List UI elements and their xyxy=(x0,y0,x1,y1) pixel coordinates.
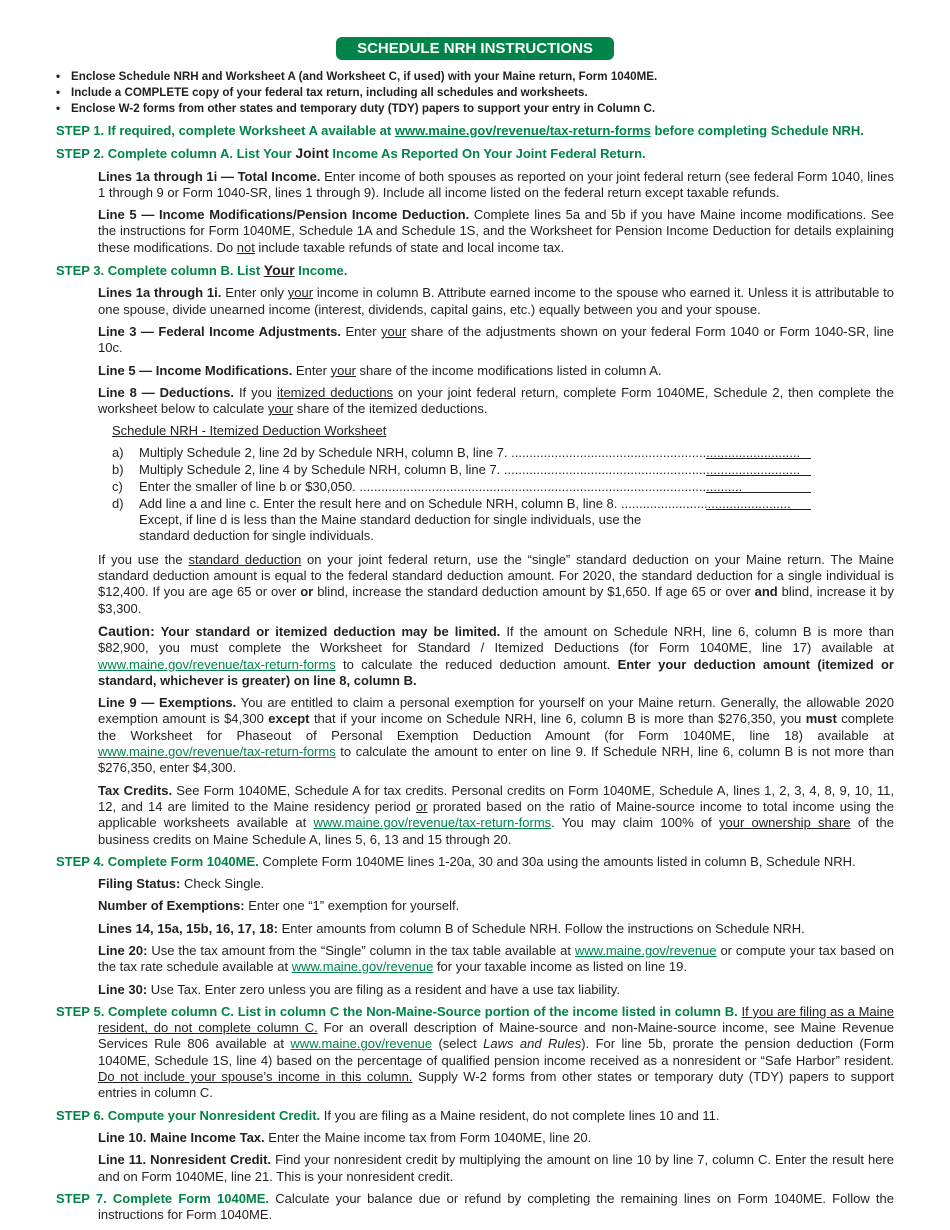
number-of-exemptions: Number of Exemptions: Enter one “1” exemption for yourself. xyxy=(98,898,460,914)
step3-lines-1a-1i: Lines 1a through 1i. Enter only your income in column B. Attribute earned income to the spouse who earned it. Unless it is attributable to one spouse, divide unearned income (interest, dividends, capital gains, etc.) equally between you and your spouse. xyxy=(98,285,895,317)
bullet-item: • Enclose W-2 forms from other states and temporary duty (TDY) papers to support your entry in Column C. xyxy=(56,101,894,117)
line-9-exemptions: Line 9 — Exemptions. You are entitled to claim a personal exemption for yourself on your Maine return. Generally, the allowable 2020 exemption amount is $4,300 except that if your income on Schedule NRH, line 6, column B is more than $276,350, you must complete the Worksheet for Phaseout of Personal Exemption Deduction Amount (for Form 1040ME, line 18) available at www.maine.gov/revenue/tax-return-forms to calculate the amount to enter on line 9. If Schedule NRH, line 6, column B is not more than $276,350, enter $4,300. xyxy=(98,695,894,776)
revenue-link[interactable]: www.maine.gov/revenue xyxy=(574,942,717,958)
line-10-maine-income-tax: Line 10. Maine Income Tax. Enter the Maine income tax from Form 1040ME, line 20. xyxy=(98,1129,592,1145)
worksheet-note: Except, if line d is less than the Maine standard deduction for single individuals, use the standard deduction for single individuals. xyxy=(139,511,642,543)
revenue-link[interactable]: www.maine.gov/revenue xyxy=(291,959,434,975)
line-11-nonresident-credit: Line 11. Nonresident Credit. Find your nonresident credit by multiplying the amount on line 10 by line 7, column C. Enter the result here and on Form 1040ME, line 21. This is your nonresident credit. xyxy=(98,1152,894,1184)
lines-14-18: Lines 14, 15a, 15b, 16, 17, 18: Enter amounts from column B of Schedule NRH. Follow the instructions on Schedule NRH. xyxy=(98,920,805,936)
itemized-deduction-worksheet xyxy=(112,423,894,543)
worksheet-title: Schedule NRH - Itemized Deduction Worksheet xyxy=(112,423,387,439)
step-6-heading: STEP 6. Compute your Nonresident Credit. If you are filing as a Maine resident, do not complete lines 10 and 11. xyxy=(56,1107,720,1123)
worksheet-entry-line-a[interactable] xyxy=(706,444,811,459)
worksheet-entry-line-b[interactable] xyxy=(706,461,811,476)
bullet-item: • Include a COMPLETE copy of your federal tax return, including all schedules and worksheets. xyxy=(56,85,894,101)
line-20: Line 20: Use the tax amount from the “Single” column in the tax table available at www.maine.gov/revenue or compute your tax based on the tax rate schedule available at www.maine.gov/revenue for your taxable income as listed on line 19. xyxy=(98,942,894,975)
step2-income-modifications: Line 5 — Income Modifications/Pension Income Deduction. Complete lines 5a and 5b if you have Maine income modifications. See the instructions for Form 1040ME, Schedule 1A and Schedule 1S, and the Worksheet for Pension Income Deduction for details explaining these modifications. Do not include taxable refunds of state and local income tax. xyxy=(98,207,894,255)
filing-status: Filing Status: Check Single. xyxy=(98,876,265,892)
tax-forms-link[interactable]: www.maine.gov/revenue/tax-return-forms xyxy=(98,744,336,760)
tax-forms-link[interactable]: www.maine.gov/revenue/tax-return-forms xyxy=(313,815,552,831)
worksheet-row: b) Multiply Schedule 2, line 4 by Schedule NRH, column B, line 7. .................................................................................. xyxy=(112,461,894,478)
step-3-heading: STEP 3. Complete column B. List Your Income. xyxy=(56,262,348,279)
worksheet-row: c) Enter the smaller of line b or $30,050. .......................................................................................................... xyxy=(112,478,894,495)
step3-line-5: Line 5 — Income Modifications. Enter your share of the income modifications listed in column A. xyxy=(98,362,662,378)
tax-forms-link[interactable]: www.maine.gov/revenue/tax-return-forms xyxy=(98,656,336,672)
worksheet-entry-line-d[interactable] xyxy=(706,495,811,510)
step-5-heading: STEP 5. Complete column C. List in column C the Non-Maine-Source portion of the income listed in column B. If you are filing as a Maine resident, do not complete column C. For an overall description of Maine-source and non-Maine-source income, see Maine Revenue Services Rule 806 available at www.maine.gov/revenue (select Laws and Rules). For line 5b, prorate the pension deduction (Form 1040ME, Schedule 1S, line 4) based on the percentage of qualified pension income received as a nonresident or “Safe Harbor” resident. Do not include your spouse’s income in this column. Supply W-2 forms from other states or temporary duty (TDY) papers to support entries in column C. xyxy=(56,1003,895,1101)
line-30: Line 30: Use Tax. Enter zero unless you are filing as a resident and have a use tax liability. xyxy=(98,981,620,997)
bullet-item: • Enclose Schedule NRH and Worksheet A (and Worksheet C, if used) with your Maine return, Form 1040ME. xyxy=(56,69,894,85)
step-7-heading: STEP 7. Complete Form 1040ME. Calculate your balance due or refund by completing the remaining lines on Form 1040ME. Follow the instructions for Form 1040ME. xyxy=(56,1190,894,1223)
tax-forms-link[interactable]: www.maine.gov/revenue/tax-return-forms xyxy=(394,123,651,138)
step-2-heading: STEP 2. Complete column A. List Your Joint Income As Reported On Your Joint Federal Return. xyxy=(56,145,646,162)
step-1-heading: STEP 1. If required, complete Worksheet A available at www.maine.gov/revenue/tax-return-forms before completing Schedule NRH. xyxy=(56,123,864,138)
bullet-list xyxy=(56,69,894,117)
step-4-heading: STEP 4. Complete Form 1040ME. Complete Form 1040ME lines 1-20a, 30 and 30a using the amounts listed in column B, Schedule NRH. xyxy=(56,853,856,869)
worksheet-entry-line-c[interactable] xyxy=(706,478,811,493)
caution-paragraph: Caution: Your standard or itemized deduction may be limited. If the amount on Schedule NRH, line 6, column B is more than $82,900, you must complete the Worksheet for Standard / Itemized Deductions (for Form 1040ME, line 17) available at www.maine.gov/revenue/tax-return-forms to calculate the reduced deduction amount. Enter your deduction amount (itemized or standard, whichever is greater) on line 8, column B. xyxy=(98,622,894,688)
tax-credits-paragraph: Tax Credits. See Form 1040ME, Schedule A for tax credits. Personal credits on Form 1040ME, Schedule A, lines 1, 2, 3, 4, 8, 9, 10, 11, 12, and 14 are limited to the Maine residency period or prorated based on the ratio of Maine-source income to total income using the applicable worksheets available at www.maine.gov/revenue/tax-return-forms. You may claim 100% of your ownership share of the business credits on Maine Schedule A, lines 5, 6, 13 and 15 through 20. xyxy=(98,782,894,847)
step3-line-3: Line 3 — Federal Income Adjustments. Enter your share of the adjustments shown on your federal Form 1040 or Form 1040-SR, line 10c. xyxy=(98,323,894,356)
step3-line-8: Line 8 — Deductions. If you itemized deductions on your joint federal return, complete Form 1040ME, Schedule 2, then complete the worksheet below to calculate your share of the itemized deductions. xyxy=(98,384,894,417)
step2-total-income: Lines 1a through 1i — Total Income. Enter income of both spouses as reported on your joint federal return (see federal Form 1040, lines 1 through 9 or Form 1040-SR, lines 1 through 9). Include all income listed on the federal return except taxable refunds. xyxy=(98,168,894,200)
page-title: SCHEDULE NRH INSTRUCTIONS xyxy=(336,37,614,60)
worksheet-row: d) Add line a and line c. Enter the result here and on Schedule NRH, column B, line 8. ............................................... xyxy=(112,495,894,512)
standard-deduction-paragraph: If you use the standard deduction on your joint federal return, use the “single” standard deduction on your Maine return. The Maine standard deduction amount is equal to the federal standard deduction amount. For 2020, the standard deduction for a single individual is $12,400. If you are age 65 or over or blind, increase the standard deduction amount by $1,650. If age 65 or over and blind, increase it by $3,300. xyxy=(98,551,894,616)
worksheet-row: a) Multiply Schedule 2, line 2d by Schedule NRH, column B, line 7. ................................................................................ xyxy=(112,444,894,461)
revenue-link[interactable]: www.maine.gov/revenue xyxy=(290,1036,433,1052)
